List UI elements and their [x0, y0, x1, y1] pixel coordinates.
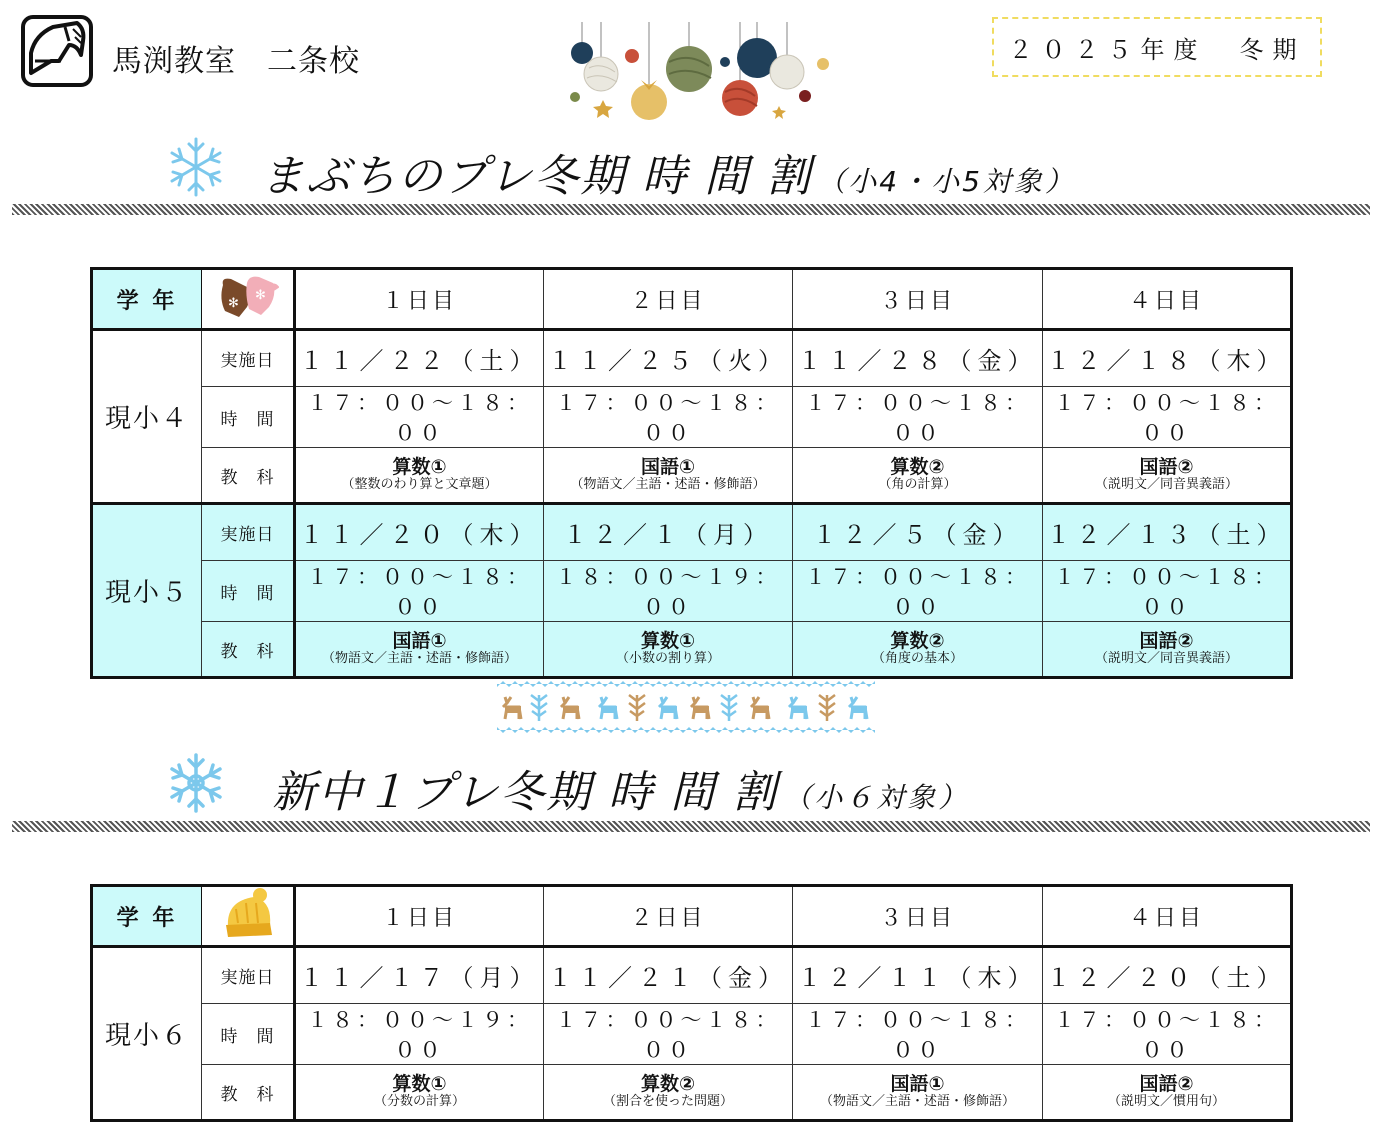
reindeer-border-icon: [497, 681, 875, 733]
row-label-time: 時 間: [202, 1004, 295, 1065]
time-cell: １７：００～１８：００: [1043, 387, 1292, 448]
subject-name: 算数②: [890, 630, 945, 653]
knit-hat-cell: [202, 886, 295, 947]
time-cell: １７：００～１８：００: [295, 387, 544, 448]
subject-name: 算数①: [392, 456, 447, 479]
subject-name: 国語①: [392, 630, 447, 653]
subject-name: 算数①: [392, 1073, 447, 1096]
row-label-time: 時 間: [202, 561, 295, 622]
subject-cell: [793, 1065, 1043, 1121]
date-cell: １２／５（金）: [793, 504, 1043, 561]
subject-cell: [295, 1065, 544, 1121]
subject-cell: [1043, 448, 1292, 504]
row-label-date: 実施日: [202, 330, 295, 387]
svg-text:✻: ✻: [254, 288, 269, 303]
subject-name: 算数②: [890, 456, 945, 479]
section2-title: 新中１プレ冬期 時 間 割: [272, 767, 779, 818]
time-cell: １８：００～１９：００: [544, 561, 793, 622]
date-cell: １２／２０（土）: [1043, 947, 1292, 1004]
date-cell: １２／１１（木）: [793, 947, 1043, 1004]
subject-cell: [295, 448, 544, 504]
grade-header: 学 年: [92, 269, 202, 330]
grade-label: 現小５: [92, 504, 202, 678]
divider: [12, 204, 1370, 215]
row-label-subject: 教 科: [202, 1065, 295, 1121]
subject-name: 国語②: [1139, 1073, 1194, 1096]
subject-detail: （小数の割り算）: [615, 651, 720, 667]
date-cell: １２／１（月）: [544, 504, 793, 561]
day-header: ４日目: [1043, 269, 1292, 330]
row-label-date: 実施日: [202, 947, 295, 1004]
yarn-ornaments-icon: [565, 22, 835, 127]
season-frame: [992, 17, 1322, 77]
time-cell: １７：００～１８：００: [793, 387, 1043, 448]
subject-detail: （説明文／慣用句）: [1107, 1094, 1225, 1110]
time-cell: １７：００～１８：００: [544, 387, 793, 448]
date-cell: １２／１８（木）: [1043, 330, 1292, 387]
subject-detail: （角度の基本）: [871, 651, 963, 667]
day-header: ３日目: [793, 886, 1043, 947]
day-header: １日目: [295, 886, 544, 947]
subject-detail: （整数のわり算と文章題）: [341, 477, 498, 493]
subject-cell: [544, 1065, 793, 1121]
section1-subtitle: （小4・小5対象）: [817, 165, 1076, 198]
horse-logo-icon: [21, 15, 93, 87]
day-header: ２日目: [544, 269, 793, 330]
subject-cell: [544, 448, 793, 504]
subject-detail: （角の計算）: [878, 477, 957, 493]
snowflake-icon: [165, 136, 227, 198]
time-cell: １７：００～１８：００: [793, 561, 1043, 622]
date-cell: １１／１７（月）: [295, 947, 544, 1004]
school-name: 馬渕教室 二条校: [112, 44, 360, 79]
row-label-date: 実施日: [202, 504, 295, 561]
subject-cell: [295, 622, 544, 678]
subject-detail: （説明文／同音異義語）: [1094, 651, 1238, 667]
row-label-time: 時 間: [202, 387, 295, 448]
subject-detail: （説明文／同音異義語）: [1094, 477, 1238, 493]
subject-cell: [544, 622, 793, 678]
subject-cell: [1043, 1065, 1292, 1121]
section1-heading: [260, 140, 1076, 204]
date-cell: １１／２１（金）: [544, 947, 793, 1004]
subject-cell: [793, 622, 1043, 678]
subject-name: 算数①: [640, 630, 696, 653]
mittens-icon: [217, 273, 279, 319]
subject-detail: （割合を使った問題）: [602, 1094, 733, 1110]
time-cell: １８：００～１９：００: [295, 1004, 544, 1065]
subject-detail: （分数の計算）: [373, 1094, 465, 1110]
time-cell: １７：００～１８：００: [544, 1004, 793, 1065]
section2-subtitle: （小６対象）: [783, 781, 970, 814]
section2-heading: [272, 756, 969, 820]
date-cell: １１／２２（土）: [295, 330, 544, 387]
subject-detail: （物語文／主語・述語・修飾語）: [570, 477, 766, 493]
day-header: ４日目: [1043, 886, 1292, 947]
date-cell: １１／２０（木）: [295, 504, 544, 561]
day-header: ３日目: [793, 269, 1043, 330]
subject-cell: [793, 448, 1043, 504]
mittens-cell: [202, 269, 295, 330]
date-cell: １２／１３（土）: [1043, 504, 1292, 561]
subject-detail: （物語文／主語・述語・修飾語）: [819, 1094, 1015, 1110]
row-label-subject: 教 科: [202, 622, 295, 678]
row-label-subject: 教 科: [202, 448, 295, 504]
snowflake-icon: [165, 752, 227, 814]
subject-name: 国語②: [1139, 630, 1194, 653]
subject-detail: （物語文／主語・述語・修飾語）: [321, 651, 517, 667]
date-cell: １１／２８（金）: [793, 330, 1043, 387]
grade-label: 現小４: [92, 330, 202, 504]
grade-label: 現小６: [92, 947, 202, 1121]
time-cell: １７：００～１８：００: [1043, 1004, 1292, 1065]
time-cell: １７：００～１８：００: [1043, 561, 1292, 622]
subject-name: 国語①: [890, 1073, 945, 1096]
timetable-1: [90, 267, 1293, 679]
section1-title: まぶちのプレ冬期 時 間 割: [260, 151, 813, 202]
time-cell: １７：００～１８：００: [793, 1004, 1043, 1065]
date-cell: １１／２５（火）: [544, 330, 793, 387]
subject-name: 算数②: [640, 1073, 696, 1096]
grade-header: 学 年: [92, 886, 202, 947]
knit-hat-icon: [220, 887, 276, 939]
svg-text:✻: ✻: [227, 296, 242, 311]
day-header: ２日目: [544, 886, 793, 947]
subject-cell: [1043, 622, 1292, 678]
time-cell: １７：００～１８：００: [295, 561, 544, 622]
day-header: １日目: [295, 269, 544, 330]
season-label: ２０２５年度 冬期: [1008, 35, 1306, 64]
subject-name: 国語①: [640, 456, 696, 479]
divider: [12, 821, 1370, 832]
timetable-2: [90, 884, 1293, 1122]
subject-name: 国語②: [1139, 456, 1194, 479]
